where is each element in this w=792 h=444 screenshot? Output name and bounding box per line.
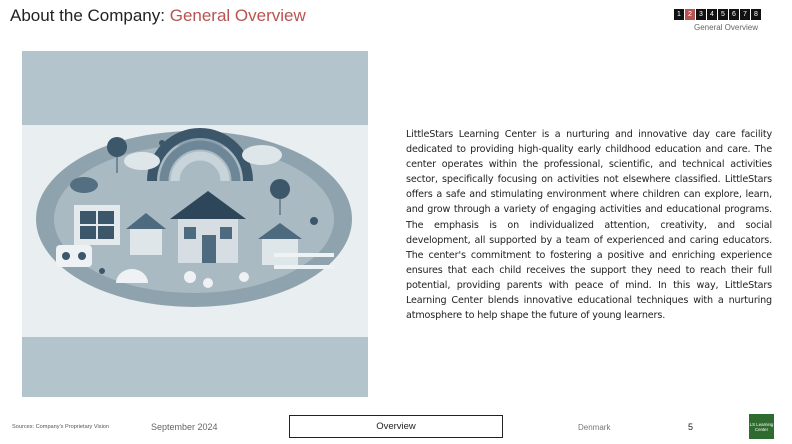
pager-item-7[interactable]: 7 xyxy=(740,9,750,20)
pager-item-1[interactable]: 1 xyxy=(674,9,684,20)
daycare-illustration xyxy=(22,51,368,397)
page-title xyxy=(10,6,306,26)
pager-caption: General Overview xyxy=(693,23,759,32)
pager-item-4[interactable]: 4 xyxy=(707,9,717,20)
company-description: LittleStars Learning Center is a nurturing and innovative day care facility dedicated to providing high-quality early childhood education and care. The center operates within the professional, scientific, and technical activities sector, specifically focusing on activities not elsewhere classified. LittleStars offers a safe and stimulating environment where children can explore, learn, and grow through a variety of engaging activities and educational programs. The emphasis is on individualized attention, creativity, and social development, all supported by a team of experienced and caring educators. The center's commitment to fostering a positive and enriching experience ensures that each child receives the support they need to reach their full potential, providing parents with peace of mind. In this way, LittleStars Learning Center blends innovative educational techniques with a nurturing atmosphere to help shape the future of young learners. xyxy=(406,129,772,322)
page-number: 5 xyxy=(688,422,694,432)
company-logo: LS Learning Center xyxy=(749,414,774,439)
title-prefix: About the Company: xyxy=(10,6,170,25)
pager-item-5[interactable]: 5 xyxy=(718,9,728,20)
tab-overview[interactable]: Overview xyxy=(289,415,503,438)
pager-item-6[interactable]: 6 xyxy=(729,9,739,20)
pager-item-8[interactable]: 8 xyxy=(751,9,761,20)
footer-date: September 2024 xyxy=(151,422,218,432)
pager-item-2[interactable]: 2 xyxy=(685,9,695,20)
title-accent: General Overview xyxy=(169,6,306,25)
footer-source: Sources: Company's Proprietary Vision xyxy=(12,424,110,430)
daycare-illustration-art xyxy=(22,51,368,397)
slide-pager xyxy=(674,9,761,20)
footer-country: Denmark xyxy=(578,423,611,432)
pager-item-3[interactable]: 3 xyxy=(696,9,706,20)
